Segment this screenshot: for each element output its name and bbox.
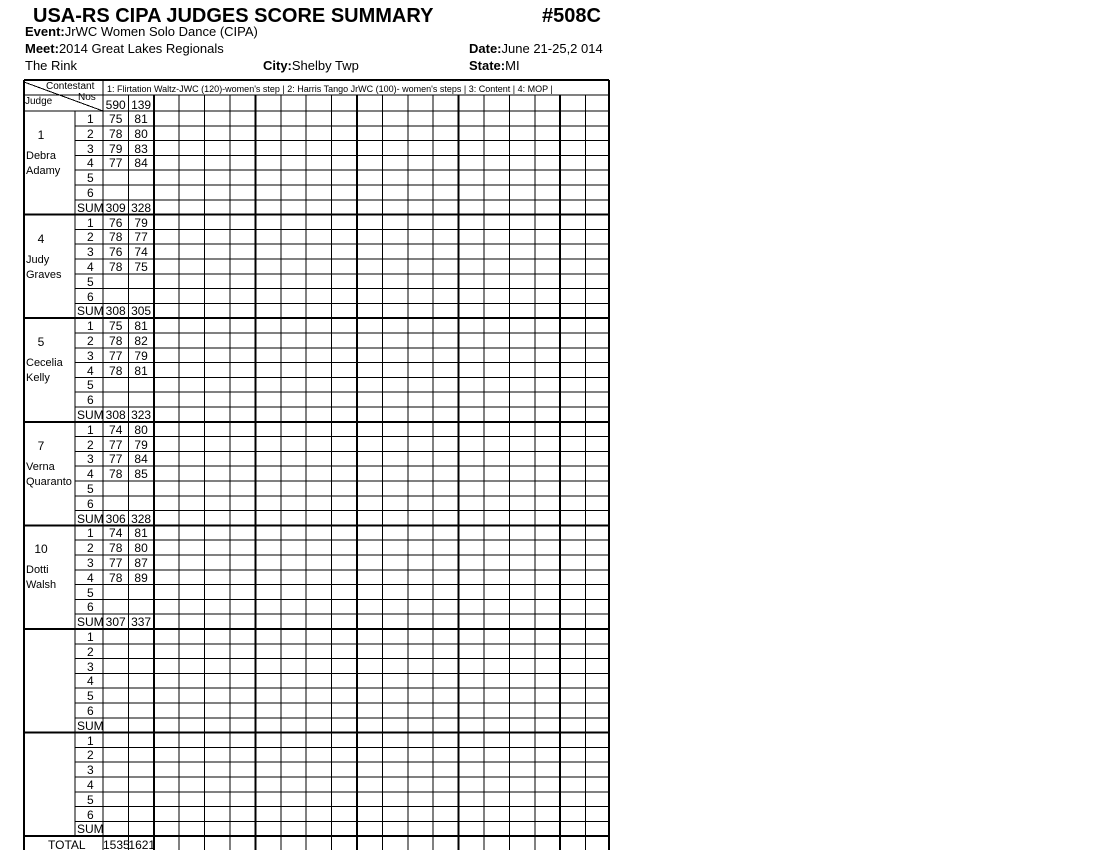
score-value: 77 (109, 437, 123, 452)
nos-header: Nos (78, 92, 96, 103)
score-value: 78 (109, 230, 123, 245)
city-label: City: (263, 58, 292, 73)
score-value: 80 (134, 541, 148, 556)
contestant-number: 139 (131, 98, 152, 112)
row-number: 2 (87, 644, 94, 659)
score-value: 77 (109, 348, 123, 363)
row-number: 4 (87, 674, 94, 689)
page-title: USA-RS CIPA JUDGES SCORE SUMMARY (33, 5, 434, 27)
row-number: 3 (87, 141, 94, 156)
city-value: Shelby Twp (291, 58, 359, 73)
date-label: Date: (469, 41, 502, 56)
score-value: 75 (109, 112, 123, 126)
judge-first-name: Debra (26, 150, 56, 162)
score-value: 80 (134, 422, 148, 437)
row-number: 4 (87, 363, 94, 378)
judge-first-name: Cecelia (26, 357, 63, 370)
row-number: 1 (87, 733, 94, 748)
sum-value: 328 (131, 511, 152, 526)
row-number: 4 (87, 467, 94, 482)
row-number: 6 (87, 807, 94, 822)
score-value: 79 (134, 437, 148, 452)
state-value: MI (505, 58, 520, 73)
total-label: TOTAL (48, 838, 86, 852)
sum-value: 337 (131, 615, 152, 630)
total-value: 1535 (103, 838, 130, 852)
sum-value: 323 (131, 408, 152, 422)
row-number: 1 (87, 422, 94, 437)
score-value: 76 (109, 245, 123, 260)
score-value: 77 (109, 156, 123, 171)
row-number: 5 (87, 171, 94, 186)
row-number: 4 (87, 778, 94, 792)
sum-value: 308 (105, 304, 126, 319)
judge-number: 4 (37, 231, 45, 246)
judge-last-name: Walsh (26, 579, 57, 592)
row-number: 6 (87, 186, 94, 200)
score-value: 78 (109, 570, 123, 585)
judge-last-name: Graves (26, 268, 62, 281)
meet-label: Meet: (25, 41, 59, 56)
sum-value: 307 (105, 615, 126, 630)
score-value: 85 (134, 467, 148, 482)
sum-label: SUM (77, 822, 104, 837)
row-number: 2 (87, 126, 94, 141)
score-value: 78 (109, 363, 123, 378)
row-number: 6 (87, 289, 94, 304)
row-number: 2 (87, 437, 94, 452)
score-value: 78 (109, 126, 123, 141)
score-value: 78 (109, 541, 123, 556)
score-value: 79 (109, 141, 123, 156)
score-value: 89 (134, 570, 148, 585)
row-number: 4 (87, 570, 94, 585)
row-number: 5 (87, 274, 94, 289)
score-value: 84 (134, 156, 148, 171)
score-value: 76 (109, 215, 123, 230)
event-legend: 1: Flirtation Waltz-JWC (120)-women's step | 2: Harris Tango JrWC (100)- women's steps | 3: Content | 4: MOP | (107, 84, 553, 94)
score-value: 78 (109, 334, 123, 348)
score-value: 87 (134, 556, 148, 570)
score-value: 79 (134, 215, 148, 230)
row-number: 1 (87, 112, 94, 126)
sum-label: SUM (77, 200, 104, 215)
score-value: 75 (109, 319, 123, 334)
score-value: 77 (109, 452, 123, 467)
row-number: 3 (87, 245, 94, 260)
row-number: 1 (87, 630, 94, 644)
score-value: 83 (134, 141, 148, 156)
score-value: 74 (109, 422, 123, 437)
score-value: 79 (134, 348, 148, 363)
row-number: 6 (87, 704, 94, 718)
sum-value: 308 (105, 408, 126, 422)
judge-first-name: Judy (26, 253, 50, 266)
row-number: 6 (87, 393, 94, 408)
row-number: 6 (87, 600, 94, 615)
row-number: 2 (87, 334, 94, 348)
row-number: 1 (87, 319, 94, 334)
score-value: 78 (109, 260, 123, 274)
row-number: 3 (87, 556, 94, 570)
row-number: 5 (87, 378, 94, 393)
score-value: 81 (134, 112, 148, 126)
judge-number: 1 (37, 128, 45, 142)
total-value: 1621 (128, 838, 156, 852)
score-value: 81 (134, 363, 148, 378)
sum-value: 328 (131, 200, 152, 215)
row-number: 3 (87, 659, 94, 674)
row-number: 3 (87, 348, 94, 363)
sum-label: SUM (77, 718, 104, 733)
judge-number: 5 (37, 335, 45, 350)
row-number: 5 (87, 792, 94, 807)
rink-value: The Rink (25, 58, 78, 73)
score-value: 78 (109, 467, 123, 482)
score-value: 82 (134, 334, 148, 348)
row-number: 4 (87, 260, 94, 274)
row-number: 2 (87, 748, 94, 763)
event-value: JrWC Women Solo Dance (CIPA) (64, 24, 258, 39)
score-value: 80 (134, 126, 148, 141)
row-number: 3 (87, 763, 94, 778)
row-number: 1 (87, 215, 94, 230)
contestant-number: 590 (105, 98, 126, 112)
form-code: #508C (542, 5, 601, 27)
row-number: 5 (87, 585, 94, 600)
row-number: 6 (87, 496, 94, 511)
sum-label: SUM (77, 615, 104, 630)
score-value: 81 (134, 526, 148, 541)
judge-last-name: Quaranto (26, 475, 72, 488)
row-number: 5 (87, 689, 94, 704)
state-label: State: (469, 58, 506, 73)
row-number: 2 (87, 541, 94, 556)
judge-number: 10 (34, 542, 48, 557)
score-value: 74 (109, 526, 123, 541)
row-number: 5 (87, 482, 94, 496)
judge-first-name: Verna (26, 460, 55, 473)
sum-label: SUM (77, 408, 104, 422)
score-value: 77 (109, 556, 123, 570)
judge-header: Judge (25, 96, 53, 107)
sum-label: SUM (77, 511, 104, 526)
sum-value: 309 (105, 200, 126, 215)
row-number: 1 (87, 526, 94, 541)
row-number: 2 (87, 230, 94, 245)
judge-first-name: Dotti (26, 564, 49, 577)
sum-value: 305 (131, 304, 152, 319)
row-number: 3 (87, 452, 94, 467)
sum-value: 306 (105, 511, 126, 526)
event-label: Event: (25, 24, 65, 39)
meet-value: 2014 Great Lakes Regionals (58, 41, 224, 56)
score-value: 74 (134, 245, 148, 260)
score-value: 84 (134, 452, 148, 467)
score-value: 77 (134, 230, 148, 245)
judge-last-name: Adamy (26, 165, 61, 177)
row-number: 4 (87, 156, 94, 171)
score-value: 75 (134, 260, 148, 274)
sum-label: SUM (77, 304, 104, 319)
contestant-header: Contestant (46, 81, 95, 92)
score-value: 81 (134, 319, 148, 334)
judge-number: 7 (37, 438, 45, 453)
date-value: June 21-25,2 014 (501, 41, 603, 56)
judge-last-name: Kelly (26, 372, 50, 385)
